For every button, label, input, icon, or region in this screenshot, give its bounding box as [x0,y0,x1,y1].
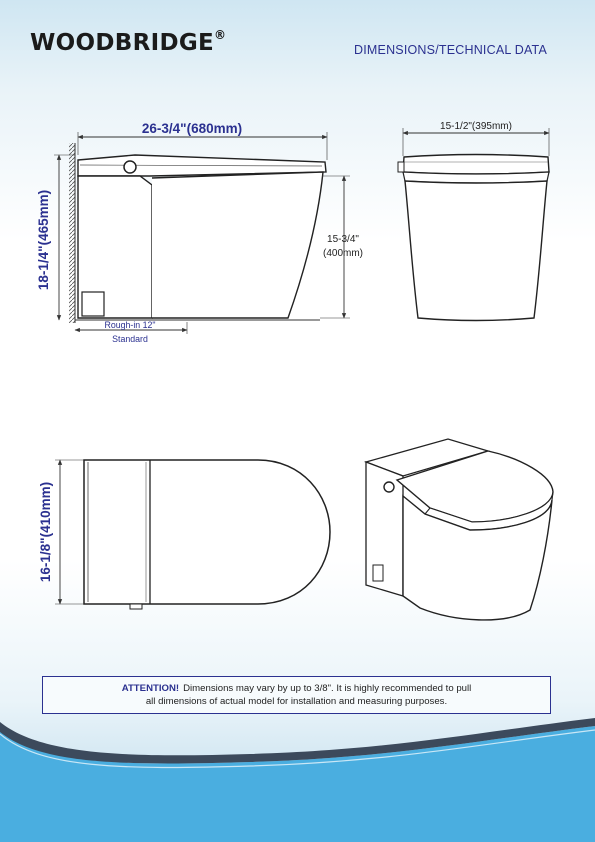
top-view-drawing [38,460,330,609]
attention-notice [42,676,551,714]
page-title: DIMENSIONS/TECHNICAL DATA [354,43,547,57]
wall-hatch [69,143,75,323]
top-outline [84,460,330,604]
notice-line-1: Dimensions may vary by up to 3/8". It is highly recommended to pull [183,683,472,694]
rough-in-label-2: Standard [112,334,148,344]
brand-name: WOODBRIDGE [30,30,215,56]
top-width-label: 16-1/8"(410mm) [38,481,53,583]
footer-wave [0,718,595,842]
rough-in-label-1: Rough-in 12" [104,320,156,330]
side-bowl [152,172,323,318]
registered-mark: ® [214,28,227,42]
seat-height-label-1: 15-3/4" [327,234,359,245]
seat-height-label-2: (400mm) [322,248,364,259]
side-view-drawing [36,121,363,344]
front-width-label: 15-1/2"(395mm) [440,121,512,132]
front-lid [403,155,549,175]
side-height-label: 18-1/4"(465mm) [36,189,51,291]
side-control-knob [124,161,136,173]
side-length-label: 26-3/4"(680mm) [141,121,243,136]
isometric-view-drawing [366,439,553,620]
notice-line-2: all dimensions of actual model for installation and measuring purposes. [145,696,448,707]
front-body [405,181,547,321]
attention-label: ATTENTION! [121,683,180,694]
front-view-drawing [398,121,549,321]
